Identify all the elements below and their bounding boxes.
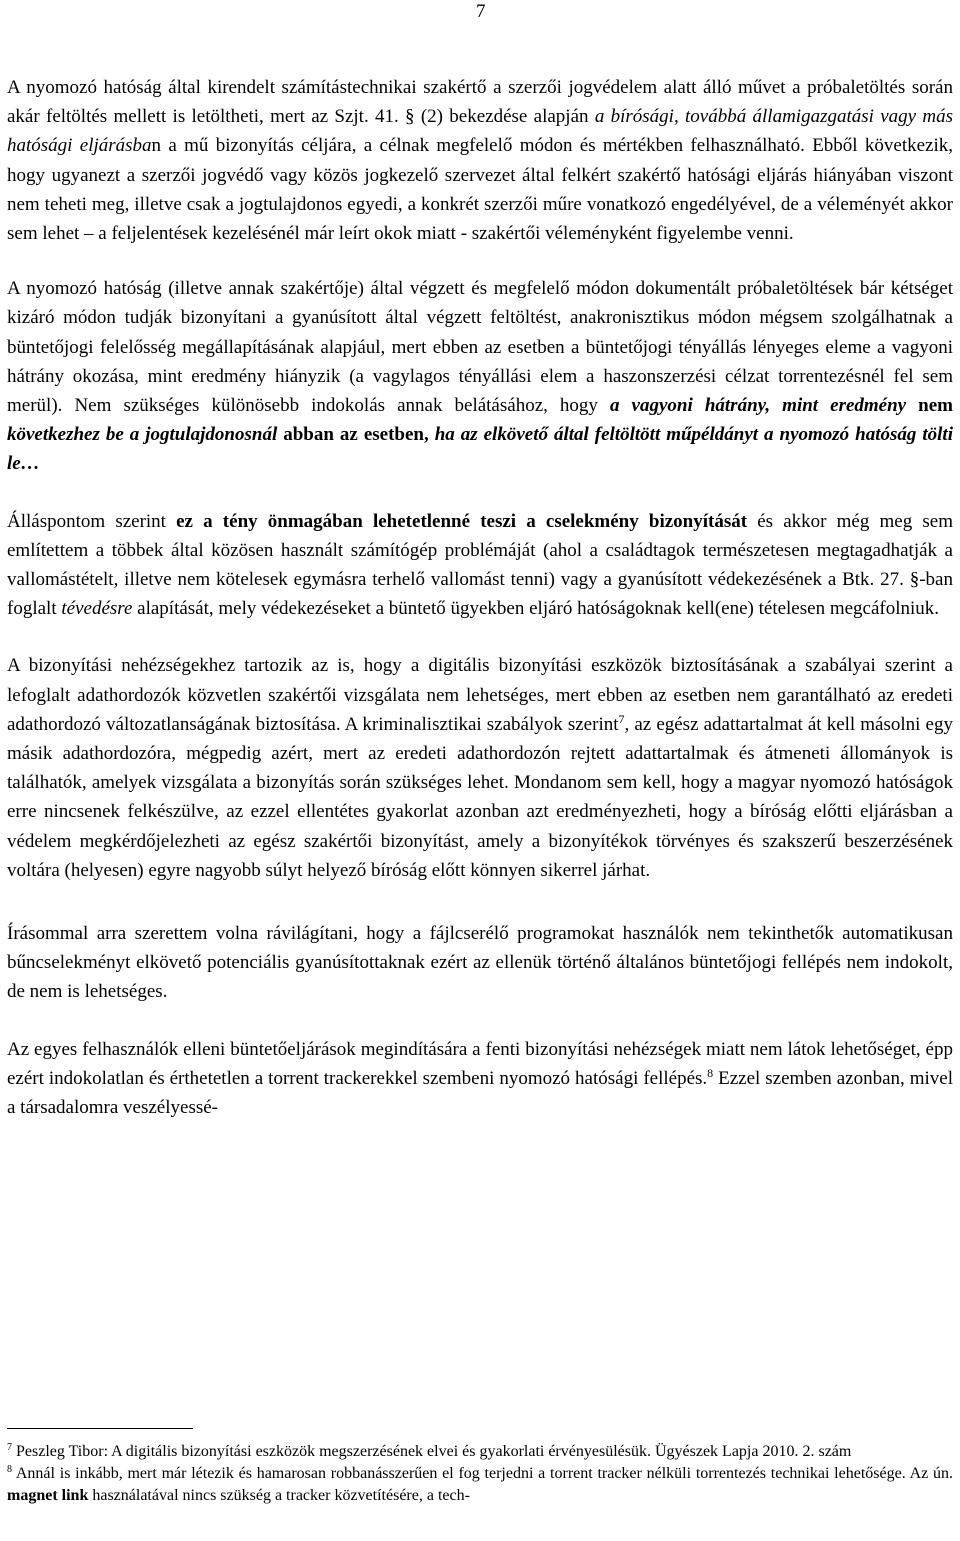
text: A nyomozó hatóság (illetve annak szakértője) által végzett és megfelelő módon dokumentált próbaletöltések bár kétséget kizáró módon tudják bizonyítani a gyanúsított által végzett feltöltést, anakronisztikus módon mégsem szolgálhatnak a büntetőjogi felelősség megállapításának alapjául, mert ebben az esetben a büntetőjogi tényállás lényeges eleme a vagyoni hátrány okozása, mint eredmény hiányzik (a vagylagos tényállási elem a haszonszerzési célzat torrentezésnél fel sem merül). Nem szükséges különösebb indokolás annak belátásához, hogy: [7, 278, 953, 417]
text: és akkor még meg sem említettem a többek által közösen használt számítógép problémáját (ahol a családtagok természetesen megtagadhatják a vallomástételt, illetve nem kötelesek egymásra terhelő vallomást tenni) vagy a gyanúsított védekezésének a Btk. 27. §-ban foglalt: [7, 510, 953, 620]
footnotes: [7, 1441, 953, 1507]
paragraph-prosecution: [7, 1035, 953, 1123]
bold-text: ez a tény önmagában lehetetlenné teszi a cselekmény bizonyítását: [176, 510, 748, 532]
italic-text: tévedésre: [61, 598, 133, 620]
paragraph-evidence-difficulties: [7, 651, 953, 885]
footnote-separator: [7, 1428, 193, 1429]
footnote-7: [7, 1441, 953, 1463]
footnote-ref-7[interactable]: 7: [618, 711, 625, 726]
bold-italic-text: következhez be a jogtulajdonosnál: [7, 424, 278, 446]
text: A bizonyítási nehézségekhez tartozik az is, hogy a digitális bizonyítási eszközök biztosításának a szabályai szerint a lefoglalt adathordozók közvetlen szakértői vizsgálata nem lehetséges, mert ebben az esetben nem garantálható az eredeti adathordozó változatlanságának biztosítása. A kriminalisztikai szabályok szerint: [7, 655, 953, 735]
italic-text: a bírósági, továbbá államigazgatási vagy más hatósági eljárásba: [7, 106, 953, 157]
text: alapítását, mely védekezéseket a büntető ügyekben eljáró hatóságoknak kell(ene) tételesen megcáfolniuk.: [132, 598, 940, 620]
footnote-ref-8[interactable]: 8: [707, 1065, 714, 1080]
footnote-number: 7: [7, 1442, 12, 1453]
text: Ezzel szemben azonban, mivel a társadalomra veszélyessé-: [7, 1067, 953, 1119]
paragraph-test-download: [7, 73, 953, 248]
document-body: [7, 73, 953, 1148]
paragraph-financial-loss: [7, 274, 953, 478]
bold-italic-text: a vagyoni hátrány, mint eredmény: [610, 395, 907, 417]
page-number: 7: [476, 1, 486, 22]
footnote-number: 8: [7, 1464, 12, 1475]
footnote-8: [7, 1463, 953, 1507]
text: n a mű bizonyítás céljára, a célnak megfelelő módon és mértékben felhasználható. Ebből következik, hogy ugyanezt a szerzői jogvédő vagy közös jogkezelő szervezet által felkért szakértő hatósági eljárás hiányában viszont nem teheti meg, illetve csak a jogtulajdonos egyedi, a konkrét szerzői műre vonatkozó engedélyével, de a véleményét akkor sem lehet – a feljelentések kezelésénél már leírt okok miatt - szakértői véleményként figyelembe venni.: [7, 135, 953, 245]
paragraph-conclusion: Írásommal arra szerettem volna rávilágítani, hogy a fájlcserélő programokat használók nem tekinthetők automatikusan bűncselekményt elkövető potenciális gyanúsítottaknak ezért az ellenük történő általános büntetőjogi fellépés nem indokolt, de nem is lehetséges.: [7, 923, 953, 1003]
footnote-bold-text: magnet link: [7, 1487, 89, 1504]
bold-text: abban az esetben,: [277, 424, 435, 446]
footnote-text: Annál is inkább, mert már létezik és hamarosan robbanásszerűen el fog terjedni a torrent tracker nélküli torrentezés technikai lehetősége. Az ún.: [12, 1465, 953, 1482]
bold-text: nem: [906, 395, 953, 417]
bold-italic-text: ha az elkövető által feltöltött műpéldányt a nyomozó hatóság tölti le…: [7, 424, 953, 475]
text: , az egész adattartalmat át kell másolni egy másik adathordozóra, mégpedig azért, mert az eredeti adathordozón rejtett adattartalmak és átmeneti állományok is találhatók, amelyek vizsgálata a bizonyítás során szükséges lehet. Mondanom sem kell, hogy a magyar nyomozó hatóságok erre nincsenek felkészülve, az ezzel ellentétes gyakorlat azonban azt eredményezheti, hogy a bíróság előtti eljárásban a védelem megkérdőjelezheti az egész szakértői bizonyítást, amely a bizonyítékok törvényes és szakszerű beszerzésének voltára (helyesen) egyre nagyobb súlyt helyező bíróság előtt könnyen sikerrel járhat.: [7, 713, 953, 881]
text: Álláspontom szerint: [7, 510, 177, 532]
text: A nyomozó hatóság által kirendelt számítástechnikai szakértő a szerzői jogvédelem alatt álló művet a próbaletöltés során akár feltöltés mellett is letöltheti, mert az Szjt. 41. § (2) bekezdése alapján: [7, 77, 953, 128]
footnote-text: Peszleg Tibor: A digitális bizonyítási eszközök megszerzésének elvei és gyakorlati érvényesülésük. Ügyészek Lapja 2010. 2. szám: [12, 1443, 852, 1460]
paragraph-position: [7, 507, 953, 624]
text: Az egyes felhasználók elleni büntetőeljárások megindítására a fenti bizonyítási nehézségek miatt nem látok lehetőséget, épp ezért indokolatlan és érthetetlen a torrent trackerekkel szembeni nyomozó hatósági fellépés.: [7, 1038, 953, 1089]
footnote-text: használatával nincs szükség a tracker közvetítésére, a tech-: [88, 1487, 470, 1504]
